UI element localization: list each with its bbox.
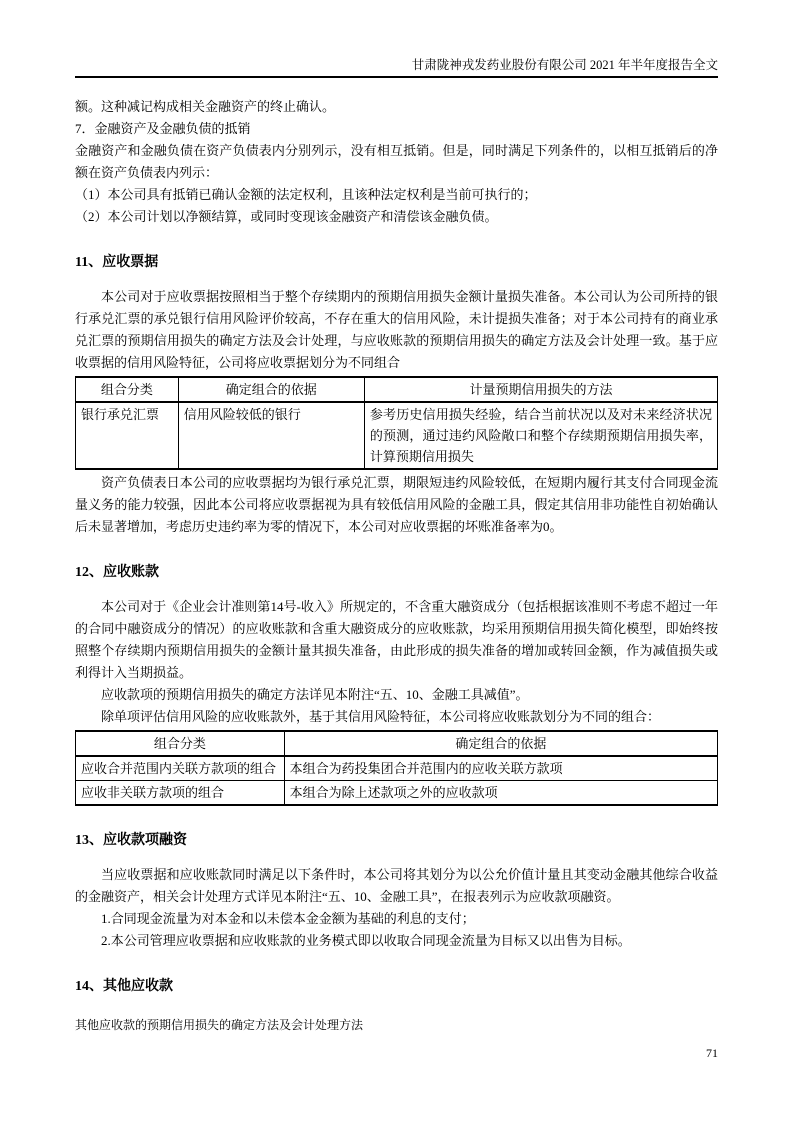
column-header: 计量预期信用损失的方法 xyxy=(364,377,717,402)
section13-heading: 13、应收款项融资 xyxy=(75,833,187,848)
table-cell-portfolio: 银行承兑汇票 xyxy=(76,402,179,469)
table-header-row xyxy=(76,731,718,756)
section11-paragraph-2: 资产负债表日本公司的应收票据均为银行承兑汇票，期限短违约风险较低，在短期内履行其支付合同现金流量义务的能力较强，因此本公司将应收票据视为具有较低信用风险的金融工具，假定其信用非功能性自初始确认后未显著增加，考虑历史违约率为零的情况下，本公司对应收票据的坏账准备率为0。 xyxy=(75,475,718,534)
table-cell-portfolio: 应收合并范围内关联方款项的组合 xyxy=(76,756,285,781)
table-row xyxy=(76,402,718,469)
table-cell-basis: 本组合为药投集团合并范围内的应收关联方款项 xyxy=(284,756,717,781)
carryover-paragraph: 额。这种减记构成相关金融资产的终止确认。 xyxy=(75,99,336,114)
section13-condition-1: 1.合同现金流量为对本金和以未偿本金金额为基础的利息的支付； xyxy=(101,911,475,926)
table-row xyxy=(76,756,718,781)
header-divider xyxy=(75,76,718,78)
table-cell-portfolio: 应收非关联方款项的组合 xyxy=(76,781,285,806)
column-header: 组合分类 xyxy=(76,731,285,756)
column-header: 确定组合的依据 xyxy=(284,731,717,756)
section13-condition-2: 2.本公司管理应收票据和应收账款的业务模式即以收取合同现金流量为目标又以出售为目标。 xyxy=(101,933,631,948)
section7-paragraph: 金融资产和金融负债在资产负债表内分别列示，没有相互抵销。但是，同时满足下列条件的，以相互抵销后的净额在资产负债表内列示： xyxy=(75,143,718,180)
section7-condition-2: （2）本公司计划以净额结算，或同时变现该金融资产和清偿该金融负债。 xyxy=(75,209,498,224)
section14-paragraph-1: 其他应收款的预期信用损失的确定方法及会计处理方法 xyxy=(75,1018,364,1032)
table-cell-method: 参考历史信用损失经验，结合当前状况以及对未来经济状况的预测，通过违约风险敞口和整个存续期预期信用损失率，计算预期信用损失 xyxy=(364,402,717,469)
section11-heading: 11、应收票据 xyxy=(75,255,159,270)
section7-condition-1: （1）本公司具有抵销已确认金额的法定权利，且该种法定权利是当前可执行的； xyxy=(75,187,537,202)
table-row xyxy=(76,781,718,806)
notes-receivable-portfolio-table xyxy=(75,376,718,470)
page-number: 71 xyxy=(706,1046,718,1060)
column-header: 组合分类 xyxy=(76,377,179,402)
section12-paragraph-2: 应收款项的预期信用损失的确定方法详见本附注“五、10、金融工具减值”。 xyxy=(101,687,529,702)
table-cell-basis: 信用风险较低的银行 xyxy=(178,402,364,469)
section14-heading: 14、其他应收款 xyxy=(75,979,173,994)
table-cell-basis: 本组合为除上述款项之外的应收款项 xyxy=(284,781,717,806)
section12-paragraph-1: 本公司对于《企业会计准则第14号-收入》所规定的，不含重大融资成分（包括根据该准则不考虑不超过一年的合同中融资成分的情况）的应收账款和含重大融资成分的应收账款，均采用预期信用损失简化模型，即始终按照整个存续期内预期信用损失的金额计量其损失准备，由此形成的损失准备的增加或转回金额，作为减值损失或利得计入当期损益。 xyxy=(75,599,718,680)
section7-heading: 7．金融资产及金融负债的抵销 xyxy=(75,121,251,136)
accounts-receivable-portfolio-table xyxy=(75,730,718,806)
section12-paragraph-3: 除单项评估信用风险的应收账款外，基于其信用风险特征，本公司将应收账款划分为不同的组合： xyxy=(101,709,661,724)
section13-paragraph-1: 当应收票据和应收账款同时满足以下条件时，本公司将其划分为以公允价值计量且其变动金融其他综合收益的金融资产，相关会计处理方式详见本附注“五、10、金融工具”，在报表列示为应收款项融资。 xyxy=(75,867,718,904)
document-header-title: 甘肃陇神戎发药业股份有限公司 2021 年半年度报告全文 xyxy=(411,58,718,72)
table-header-row xyxy=(76,377,718,402)
section11-paragraph-1: 本公司对于应收票据按照相当于整个存续期内的预期信用损失金额计量损失准备。本公司认为公司所持的银行承兑汇票的承兑银行信用风险评价较高，不存在重大的信用风险，未计提损失准备；对于本公司持有的商业承兑汇票的预期信用损失的确定方法及会计处理，与应收账款的预期信用损失的确定方法及会计处理一致。基于应收票据的信用风险特征，公司将应收票据划分为不同组合 xyxy=(75,289,718,370)
column-header: 确定组合的依据 xyxy=(178,377,364,402)
section12-heading: 12、应收账款 xyxy=(75,565,159,580)
